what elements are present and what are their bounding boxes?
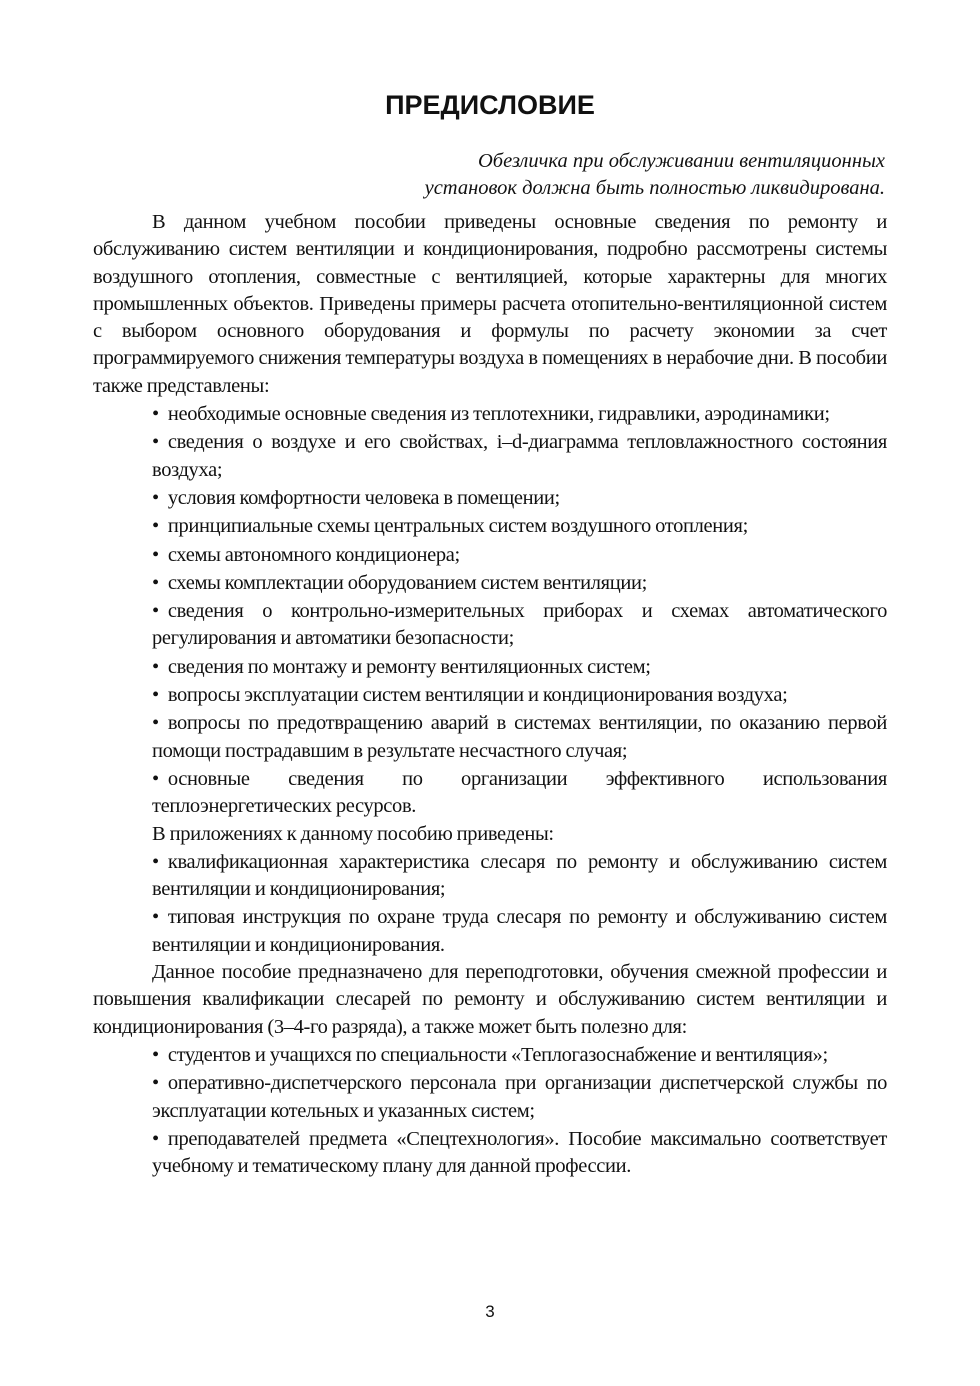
bullet-icon: • <box>152 850 159 873</box>
bullet-icon: • <box>152 515 159 538</box>
bullet-icon: • <box>152 543 159 566</box>
appendix-intro: В приложениях к данному пособию приведены: <box>152 822 554 845</box>
page-title: ПРЕДИСЛОВИЕ <box>385 90 595 120</box>
list-item-text: сведения по монтажу и ремонту вентиляционных систем; <box>167 655 651 678</box>
bullet-icon: • <box>152 655 159 678</box>
epigraph <box>425 148 885 202</box>
list-item <box>93 849 887 904</box>
list-item <box>93 513 887 540</box>
bullet-icon: • <box>152 712 159 735</box>
purpose-paragraph: Данное пособие предназначено для переподготовки, обучения смежной профессии и повышения квалификации слесарей по ремонту и обслуживанию систем вентиляции и кондиционирования (3–4-го разряда), а также может быть полезно для: <box>93 961 887 1038</box>
list-item-text: студентов и учащихся по специальности «Теплогазоснабжение и вентиляция»; <box>167 1043 828 1066</box>
bullet-icon: • <box>152 1072 159 1095</box>
list-item-text: вопросы эксплуатации систем вентиляции и кондиционирования воздуха; <box>167 684 788 707</box>
list-item <box>93 485 887 512</box>
list-item <box>93 766 887 821</box>
list-item <box>93 904 887 959</box>
list-item <box>93 598 887 653</box>
list-item-text: вопросы по предотвращению аварий в системах вентиляции, по оказанию первой помощи пострадавшим в результате несчастного случая; <box>152 712 887 762</box>
list-item <box>93 429 887 484</box>
bullet-icon: • <box>152 431 159 454</box>
document-body <box>93 209 887 1180</box>
list-item <box>93 1042 887 1069</box>
list-item-text: схемы автономного кондиционера; <box>167 543 460 566</box>
list-item <box>93 654 887 681</box>
list-item-text: преподавателей предмета «Спецтехнология». Пособие максимально соответствует учебному и тематическому плану для данной профессии. <box>152 1127 887 1178</box>
bullet-icon: • <box>152 1127 159 1150</box>
list-item-text: необходимые основные сведения из теплотехники, гидравлики, аэродинамики; <box>167 403 830 426</box>
list-item-text: схемы комплектации оборудованием систем вентиляции; <box>167 571 647 594</box>
list-item <box>93 570 887 597</box>
list-item-text: типовая инструкция по охране труда слесаря по ремонту и обслуживанию систем вентиляции и кондиционирования. <box>152 906 887 956</box>
bullet-icon: • <box>152 403 159 426</box>
intro-paragraph: В данном учебном пособии приведены основные сведения по ремонту и обслуживанию систем вентиляции и кондиционирования, подробно рассмотрены системы воздушного отопления, совместные с вентиляцией, которые характерны для многих промышленных объектов. Приведены примеры расчета отопительно-вентиляционной систем с выбором основного оборудования и формулы по расчету экономии за счет программируемого снижения температуры воздуха в помещениях в нерабочие дни. В пособии также представлены: <box>93 211 887 397</box>
list-item-text: условия комфортности человека в помещении; <box>167 486 560 509</box>
list-item-text: сведения о контрольно-измерительных приборах и схемах автоматического регулирования и автоматики безопасности; <box>152 600 887 650</box>
list-item-text: принципиальные схемы центральных систем воздушного отопления; <box>167 515 748 538</box>
list-item-text: основные сведения по организации эффективного использования теплоэнергетических ресурсов. <box>152 767 887 818</box>
bullet-icon: • <box>152 906 159 929</box>
bullet-icon: • <box>152 571 159 594</box>
topics-list <box>93 401 887 820</box>
list-item-text: сведения о воздухе и его свойствах, i–d-диаграмма тепловлажностного состояния воздуха; <box>152 431 887 481</box>
list-item <box>93 1126 887 1181</box>
bullet-icon: • <box>152 684 159 707</box>
bullet-icon: • <box>152 767 159 790</box>
epigraph-line: установок должна быть полностью ликвидирована. <box>424 177 885 199</box>
list-item-text: квалификационная характеристика слесаря по ремонту и обслуживанию систем вентиляции и кондиционирования; <box>152 850 887 901</box>
list-item <box>93 542 887 569</box>
audience-list <box>93 1042 887 1180</box>
list-item <box>93 401 887 428</box>
list-item <box>93 1070 887 1125</box>
list-item <box>93 682 887 709</box>
bullet-icon: • <box>152 1043 159 1066</box>
list-item <box>93 710 887 765</box>
epigraph-line: Обезличка при обслуживании вентиляционных <box>478 150 885 172</box>
bullet-icon: • <box>152 600 159 623</box>
bullet-icon: • <box>152 486 159 509</box>
list-item-text: оперативно-диспетчерского персонала при организации диспетчерской службы по эксплуатации котельных и указанных систем; <box>152 1072 887 1122</box>
page-number: 3 <box>485 1302 495 1321</box>
appendix-list <box>93 849 887 959</box>
